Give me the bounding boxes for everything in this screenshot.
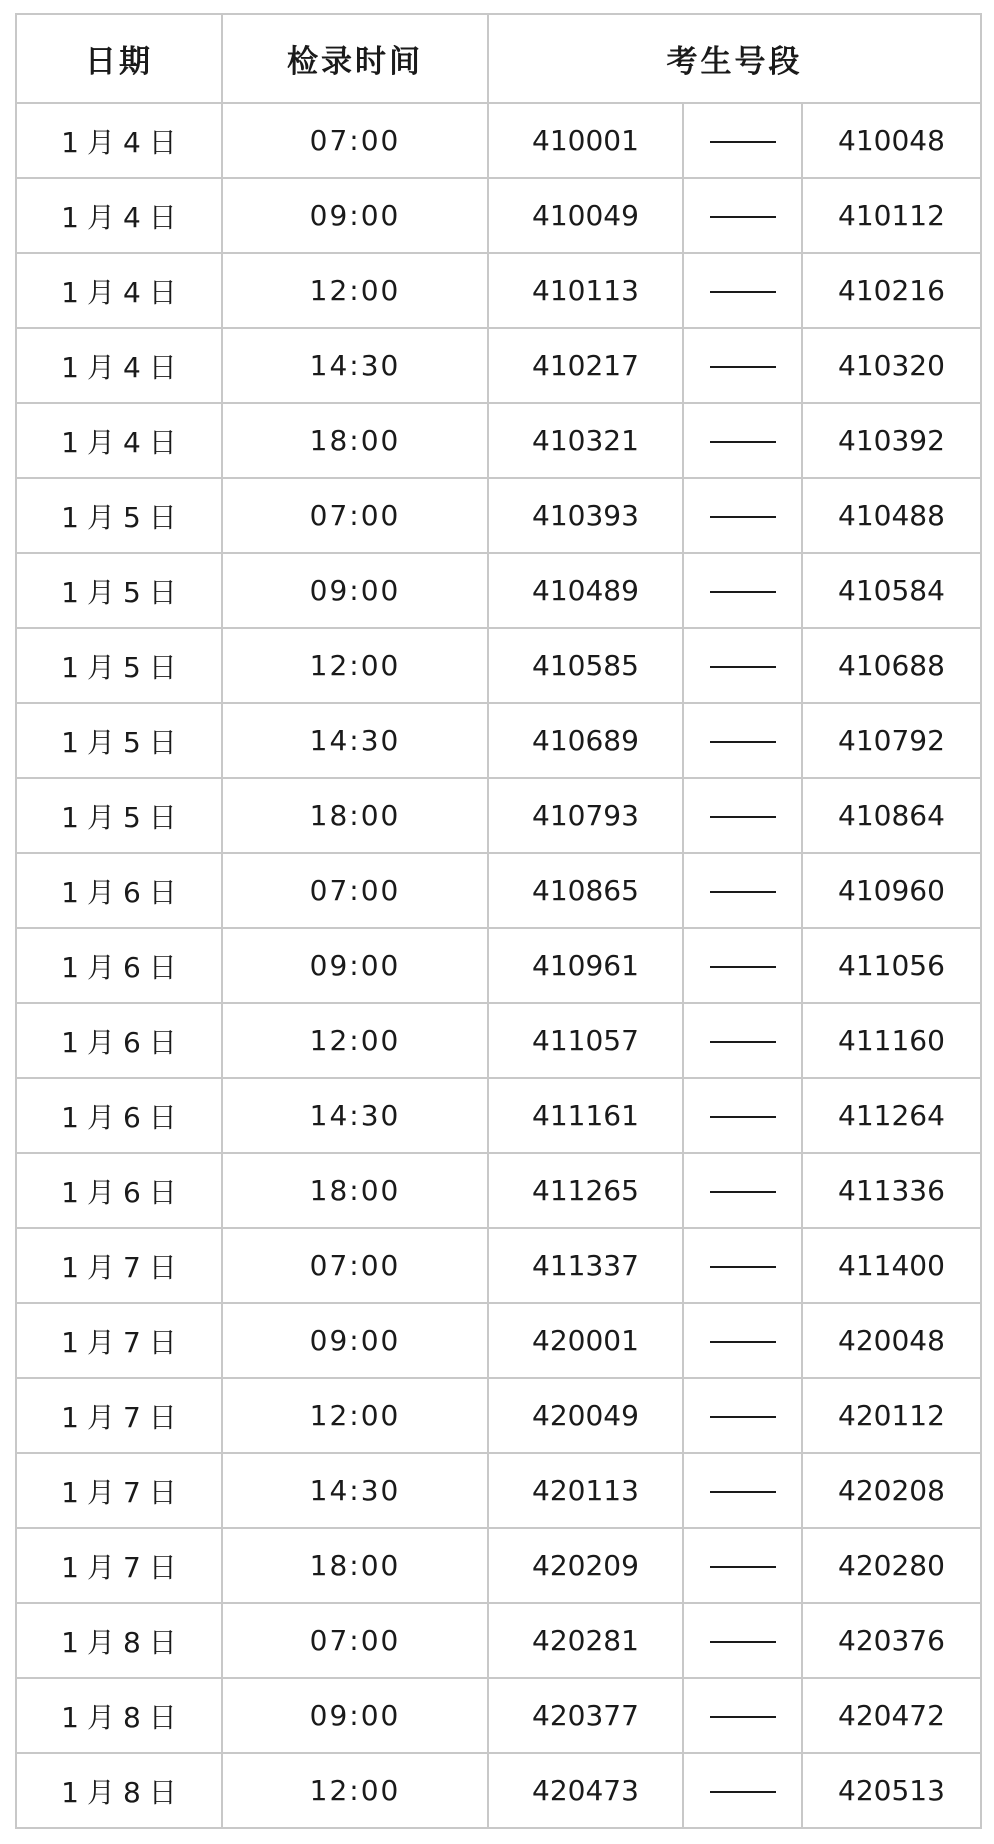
cell-time: 14:30 [222,1453,488,1528]
cell-time: 09:00 [222,1303,488,1378]
table-row [16,1003,981,1078]
cell-range-end: 411264 [802,1078,981,1153]
cell-range-separator [683,853,802,928]
cell-range-start: 410489 [488,553,683,628]
cell-range-separator [683,1303,802,1378]
cell-range-separator [683,928,802,1003]
dash-line [710,1791,776,1793]
table-row [16,253,981,328]
cell-range-end: 410216 [802,253,981,328]
cell-range-end: 420208 [802,1453,981,1528]
cell-time: 18:00 [222,778,488,853]
dash-line [710,216,776,218]
cell-range-separator [683,1753,802,1828]
cell-range-separator [683,403,802,478]
cell-date: 1月4日 [16,328,222,403]
table-row [16,628,981,703]
cell-time: 12:00 [222,1378,488,1453]
cell-date: 1月4日 [16,253,222,328]
dash-line [710,966,776,968]
cell-date: 1月6日 [16,853,222,928]
cell-range-end: 411400 [802,1228,981,1303]
cell-range-separator [683,1003,802,1078]
cell-time: 12:00 [222,1003,488,1078]
cell-range-start: 410961 [488,928,683,1003]
cell-date: 1月5日 [16,553,222,628]
table-body [16,103,981,1828]
table-row [16,403,981,478]
cell-range-separator [683,103,802,178]
cell-range-end: 410864 [802,778,981,853]
cell-range-end: 410688 [802,628,981,703]
cell-range-start: 411057 [488,1003,683,1078]
cell-time: 14:30 [222,1078,488,1153]
cell-range-separator [683,1678,802,1753]
cell-date: 1月7日 [16,1378,222,1453]
cell-range-start: 420377 [488,1678,683,1753]
table-row [16,478,981,553]
dash-line [710,1041,776,1043]
cell-date: 1月6日 [16,928,222,1003]
cell-time: 18:00 [222,1528,488,1603]
table-row [16,703,981,778]
cell-range-start: 411265 [488,1153,683,1228]
cell-time: 09:00 [222,553,488,628]
dash-line [710,1116,776,1118]
cell-range-end: 410392 [802,403,981,478]
cell-time: 12:00 [222,253,488,328]
table-row [16,1753,981,1828]
dash-line [710,141,776,143]
cell-range-end: 410960 [802,853,981,928]
cell-date: 1月4日 [16,403,222,478]
cell-date: 1月5日 [16,478,222,553]
cell-time: 09:00 [222,928,488,1003]
table-row [16,1378,981,1453]
cell-range-end: 410584 [802,553,981,628]
cell-date: 1月5日 [16,703,222,778]
cell-range-start: 420113 [488,1453,683,1528]
cell-range-end: 420513 [802,1753,981,1828]
table-row [16,553,981,628]
table-row [16,1078,981,1153]
cell-date: 1月8日 [16,1678,222,1753]
cell-date: 1月7日 [16,1528,222,1603]
cell-range-separator [683,628,802,703]
cell-range-separator [683,328,802,403]
cell-time: 12:00 [222,1753,488,1828]
cell-range-end: 410048 [802,103,981,178]
table-row [16,1603,981,1678]
cell-range-start: 411161 [488,1078,683,1153]
cell-date: 1月6日 [16,1153,222,1228]
cell-range-end: 420280 [802,1528,981,1603]
cell-time: 18:00 [222,1153,488,1228]
cell-time: 07:00 [222,103,488,178]
cell-range-start: 420001 [488,1303,683,1378]
cell-time: 14:30 [222,328,488,403]
table-row [16,1153,981,1228]
cell-date: 1月6日 [16,1003,222,1078]
cell-range-end: 420048 [802,1303,981,1378]
cell-range-separator [683,553,802,628]
cell-range-start: 410321 [488,403,683,478]
cell-range-end: 420112 [802,1378,981,1453]
cell-range-separator [683,1603,802,1678]
cell-range-separator [683,478,802,553]
dash-line [710,741,776,743]
cell-range-separator [683,1153,802,1228]
cell-date: 1月5日 [16,628,222,703]
table-row [16,1678,981,1753]
cell-range-end: 411160 [802,1003,981,1078]
cell-date: 1月6日 [16,1078,222,1153]
dash-line [710,1191,776,1193]
dash-line [710,816,776,818]
table-row [16,928,981,1003]
dash-line [710,1491,776,1493]
cell-range-separator [683,178,802,253]
table-row [16,1228,981,1303]
cell-range-separator [683,1453,802,1528]
cell-range-start: 410217 [488,328,683,403]
cell-range-end: 420472 [802,1678,981,1753]
cell-range-end: 411056 [802,928,981,1003]
cell-time: 07:00 [222,478,488,553]
cell-time: 09:00 [222,1678,488,1753]
cell-range-start: 410001 [488,103,683,178]
cell-range-separator [683,703,802,778]
header-number-range: 考生号段 [488,14,981,103]
cell-range-separator [683,1528,802,1603]
cell-range-end: 420376 [802,1603,981,1678]
cell-range-start: 410585 [488,628,683,703]
cell-time: 07:00 [222,853,488,928]
cell-range-start: 410865 [488,853,683,928]
cell-date: 1月8日 [16,1753,222,1828]
schedule-table-container [15,13,980,1830]
cell-date: 1月8日 [16,1603,222,1678]
cell-range-separator [683,1228,802,1303]
cell-date: 1月5日 [16,778,222,853]
header-time: 检录时间 [222,14,488,103]
cell-range-separator [683,1378,802,1453]
dash-line [710,441,776,443]
dash-line [710,1641,776,1643]
cell-date: 1月4日 [16,103,222,178]
cell-time: 07:00 [222,1228,488,1303]
dash-line [710,891,776,893]
cell-range-separator [683,778,802,853]
dash-line [710,366,776,368]
dash-line [710,1341,776,1343]
dash-line [710,291,776,293]
header-date: 日期 [16,14,222,103]
dash-line [710,1416,776,1418]
cell-time: 12:00 [222,628,488,703]
dash-line [710,1566,776,1568]
cell-time: 18:00 [222,403,488,478]
cell-range-separator [683,253,802,328]
cell-range-end: 410792 [802,703,981,778]
cell-range-start: 410113 [488,253,683,328]
cell-time: 07:00 [222,1603,488,1678]
dash-line [710,1716,776,1718]
cell-range-end: 411336 [802,1153,981,1228]
table-row [16,1528,981,1603]
cell-range-start: 410793 [488,778,683,853]
cell-date: 1月7日 [16,1228,222,1303]
cell-range-start: 411337 [488,1228,683,1303]
dash-line [710,516,776,518]
cell-range-start: 410689 [488,703,683,778]
table-row [16,853,981,928]
cell-range-start: 410049 [488,178,683,253]
cell-range-start: 420049 [488,1378,683,1453]
schedule-table [15,13,982,1829]
cell-range-end: 410112 [802,178,981,253]
table-row [16,178,981,253]
table-row [16,1303,981,1378]
cell-range-start: 420281 [488,1603,683,1678]
table-row [16,778,981,853]
dash-line [710,666,776,668]
header-row [16,14,981,103]
cell-date: 1月7日 [16,1303,222,1378]
table-row [16,328,981,403]
cell-time: 14:30 [222,703,488,778]
dash-line [710,591,776,593]
cell-range-start: 420473 [488,1753,683,1828]
cell-range-end: 410320 [802,328,981,403]
cell-date: 1月4日 [16,178,222,253]
dash-line [710,1266,776,1268]
cell-range-start: 410393 [488,478,683,553]
cell-range-end: 410488 [802,478,981,553]
cell-time: 09:00 [222,178,488,253]
cell-range-separator [683,1078,802,1153]
table-row [16,103,981,178]
cell-date: 1月7日 [16,1453,222,1528]
table-row [16,1453,981,1528]
cell-range-start: 420209 [488,1528,683,1603]
